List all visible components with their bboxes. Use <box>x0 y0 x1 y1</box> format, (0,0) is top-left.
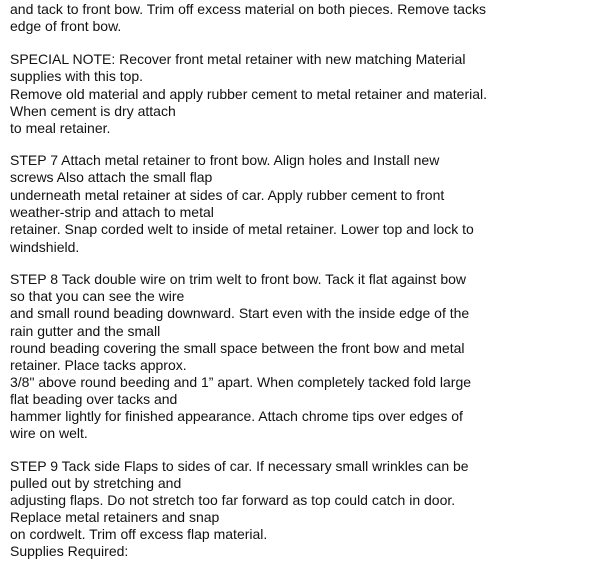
intro-line-1: and tack to front bow. Trim off excess material on both pieces. Remove tacks <box>10 1 486 17</box>
step9-line-1: STEP 9 Tack side Flaps to sides of car. If necessary small wrinkles can be <box>10 458 469 474</box>
step8-line-2: so that you can see the wire <box>10 288 185 304</box>
special-note-line-1: SPECIAL NOTE: Recover front metal retainer with new matching Material <box>10 51 466 67</box>
step8-line-9: hammer lightly for finished appearance. Attach chrome tips over edges of <box>10 408 463 424</box>
special-note-line-2: supplies with this top. <box>10 68 144 84</box>
step8-line-7: 3/8" above round beeding and 1” apart. When completely tacked fold large <box>10 374 472 390</box>
step7-line-5: retainer. Snap corded welt to inside of metal retainer. Lower top and lock to <box>10 221 474 237</box>
step9-line-2: pulled out by stretching and <box>10 475 182 491</box>
step8-line-3: and small round beading downward. Start even with the inside edge of the <box>10 305 470 321</box>
step8-line-4: rain gutter and the small <box>10 323 161 339</box>
special-note-line-4: When cement is dry attach <box>10 103 176 119</box>
special-note-line-5: to meal retainer. <box>10 120 111 136</box>
step7-line-1: STEP 7 Attach metal retainer to front bow. Align holes and Install new <box>10 152 440 168</box>
step7-line-6: windshield. <box>10 239 80 255</box>
step8-line-1: STEP 8 Tack double wire on trim welt to front bow. Tack it flat against bow <box>10 271 467 287</box>
step8-line-6: retainer. Place tacks approx. <box>10 357 187 373</box>
intro-line-2: edge of front bow. <box>10 18 122 34</box>
step7-line-3: underneath metal retainer at sides of car. Apply rubber cement to front <box>10 187 445 203</box>
step9-line-5: on cordwelt. Trim off excess flap material. <box>10 526 268 542</box>
special-note-line-3: Remove old material and apply rubber cement to metal retainer and material. <box>10 86 488 102</box>
step9-line-3: adjusting flaps. Do not stretch too far forward as top could catch in door. <box>10 492 456 508</box>
step9-line-4: Replace metal retainers and snap <box>10 509 220 525</box>
step8-line-8: flat beading over tacks and <box>10 391 178 407</box>
step7-line-2: screws Also attach the small flap <box>10 169 213 185</box>
step8-line-5: round beading covering the small space between the front bow and metal <box>10 340 465 356</box>
step9-line-6-supplies-heading: Supplies Required: <box>10 543 129 559</box>
step7-line-4: weather-strip and attach to metal <box>10 204 214 220</box>
step8-line-10: wire on welt. <box>10 425 88 441</box>
